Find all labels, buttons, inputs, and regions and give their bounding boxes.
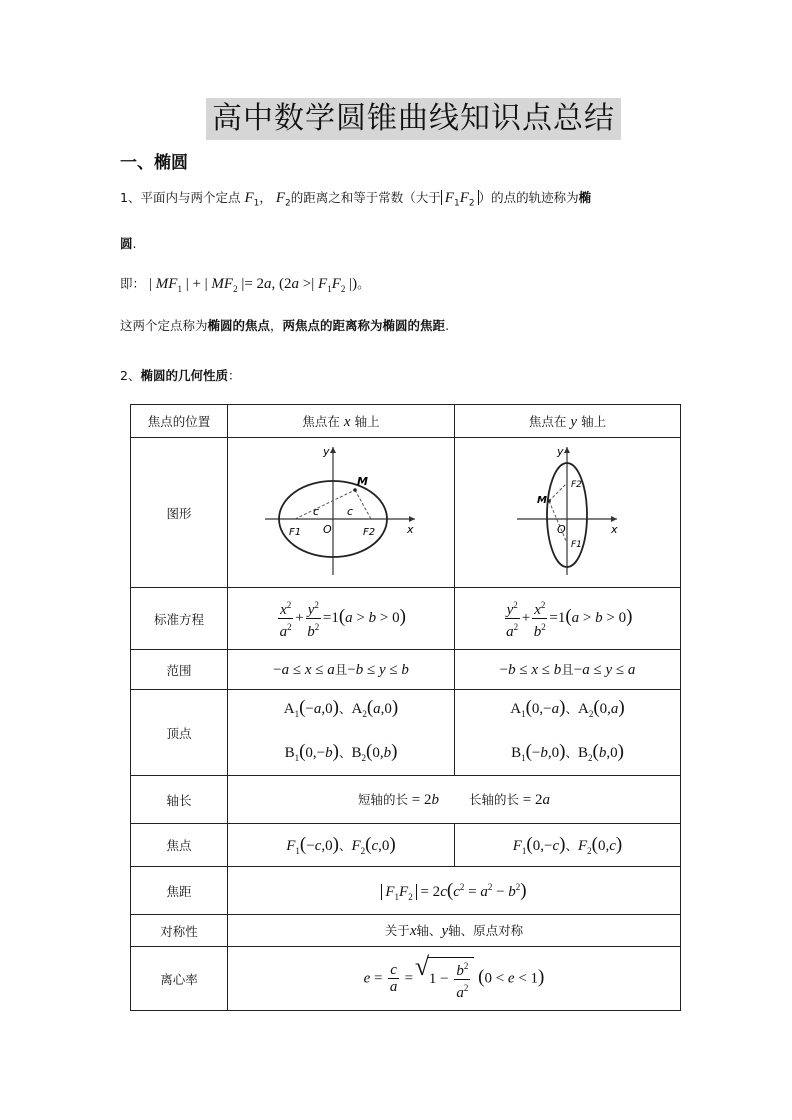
term-ellipse: 椭 <box>578 190 592 205</box>
table-row <box>131 438 681 588</box>
figure-cell-y <box>455 438 681 588</box>
text: ， <box>259 190 272 205</box>
table-row <box>131 776 681 824</box>
foci-y: $F_1(0,-c)$、$F_2(0,c)$ <box>455 824 681 867</box>
formula-paragraph: 即： | $MF_1$ | + | $MF_2$ |= 2a, (2a >| $F_1F_2$ |)。 <box>120 276 370 294</box>
header-cell: 焦点在 x 轴上 <box>228 405 455 438</box>
equation-x: $\frac{x^2}{a^2}$ + $\frac{y^2}{b^2}$ =1(a > b > 0) <box>228 588 455 650</box>
fig-label: F1 <box>289 527 302 538</box>
fig-label: c <box>313 505 320 518</box>
text: 即： <box>120 276 146 291</box>
table-row <box>131 650 681 690</box>
term-ellipse-2: 圆 <box>120 236 133 251</box>
text: 焦点在 <box>528 413 567 429</box>
header-cell: 焦点在 y 轴上 <box>455 405 681 438</box>
text: ）的点的轨迹称为 <box>478 190 579 205</box>
text: 的距离之和等于常数（大于 <box>290 190 441 205</box>
text: 轴、原点对称 <box>448 923 524 938</box>
text: 且 <box>561 662 574 677</box>
focal-distance: $F_1F_2 = 2c(c^2 = a^2 - b^2)$ <box>228 867 681 915</box>
text: 。 <box>357 276 370 291</box>
row-label: 对称性 <box>131 915 228 947</box>
table-row <box>131 824 681 867</box>
text: 、 <box>338 700 352 716</box>
text: . <box>132 236 137 251</box>
text: 、 <box>338 838 352 853</box>
row-label: 范围 <box>131 650 228 690</box>
properties-heading <box>120 366 240 384</box>
text: 关于 <box>384 923 410 938</box>
table-row <box>131 588 681 650</box>
fig-label: x <box>407 523 414 536</box>
text: 轴上 <box>581 413 607 429</box>
fig-label: c <box>347 505 354 518</box>
row-label: 焦点 <box>131 824 228 867</box>
fig-label: M <box>357 475 368 488</box>
foci-x: $F_1(-c,0)$、$F_2(c,0)$ <box>228 824 455 867</box>
text: 这两个定点称为 <box>120 318 208 333</box>
header-cell: 焦点的位置 <box>131 405 228 438</box>
table-row <box>131 405 681 438</box>
fig-label: F2 <box>363 527 376 538</box>
row-label: 离心率 <box>131 947 228 1011</box>
fig-label: F2 <box>570 480 582 490</box>
row-label: 顶点 <box>131 690 228 776</box>
range-x: −a ≤ x ≤ a且−b ≤ y ≤ b <box>228 650 455 690</box>
equation-y: $\frac{y^2}{a^2}$ + $\frac{x^2}{b^2}$ =1(a > b > 0) <box>455 588 681 650</box>
fig-label: O <box>556 523 566 536</box>
text: 、 <box>565 700 578 716</box>
text: 轴、 <box>416 923 442 938</box>
fig-label: x <box>610 523 618 536</box>
text: 2、 <box>120 368 141 383</box>
symmetry: 关于x轴、y轴、原点对称 <box>228 915 681 947</box>
text: ， <box>270 318 283 333</box>
row-label: 标准方程 <box>131 588 228 650</box>
text: 长轴的长 <box>469 792 520 807</box>
row-label: 焦距 <box>131 867 228 915</box>
text: ： <box>227 368 241 383</box>
text: 椭圆的几何性质 <box>140 368 228 383</box>
text: 且 <box>334 662 348 677</box>
page-title: 高中数学圆锥曲线知识点总结 <box>206 98 621 140</box>
text: 轴上 <box>354 413 380 429</box>
row-label: 轴长 <box>131 776 228 824</box>
text: . <box>445 318 450 333</box>
fig-label: F1 <box>570 540 582 550</box>
text: 、 <box>565 744 578 760</box>
text: 短轴的长 <box>358 792 409 807</box>
figure-cell-x <box>228 438 455 588</box>
fig-label: y <box>556 445 564 458</box>
ellipse-properties-table <box>130 404 681 1011</box>
definition-paragraph-cont <box>120 234 137 252</box>
text: 、 <box>565 838 578 853</box>
range-y: −b ≤ x ≤ b且−a ≤ y ≤ a <box>455 650 681 690</box>
table-row <box>131 690 681 776</box>
section-heading-ellipse: 一、椭圆 <box>120 153 188 173</box>
text: 、 <box>338 744 352 760</box>
definition-paragraph: 1、平面内与两个定点 $F_1$， $F_2$的距离之和等于常数（大于 $F_1F_2$ ）的点的轨迹称为椭 <box>120 190 592 209</box>
vertices-x: $A_1(-a,0)$、$A_2(a,0)$ $B_1(0,-b)$、$B_2(0,b)$ <box>228 690 455 776</box>
foci-paragraph <box>120 316 449 334</box>
table-row <box>131 915 681 947</box>
row-label: 图形 <box>131 438 228 588</box>
fig-label: O <box>323 523 332 536</box>
table-row <box>131 947 681 1011</box>
fig-label: y <box>323 445 330 458</box>
ellipse-y-figure <box>513 443 623 579</box>
ellipse-x-figure <box>261 443 421 579</box>
vertices-y: $A_1(0,-a)$、$A_2(0,a)$ $B_1(-b,0)$、$B_2(b,0)$ <box>455 690 681 776</box>
fig-label: M <box>536 495 547 506</box>
text: 两焦点的距离称为椭圆的焦距 <box>282 318 446 333</box>
text: 焦点在 <box>302 413 340 429</box>
table-row <box>131 867 681 915</box>
text: 1、平面内与两个定点 <box>120 190 241 205</box>
eccentricity: e = $\frac{c}{a}$ = √ 1 − $\frac{b^2}{a^2}$ (0 < e < 1) <box>228 947 681 1011</box>
text: 椭圆的焦点 <box>207 318 271 333</box>
axis-length: 短轴的长 = 2b 长轴的长 = 2a <box>228 776 681 824</box>
